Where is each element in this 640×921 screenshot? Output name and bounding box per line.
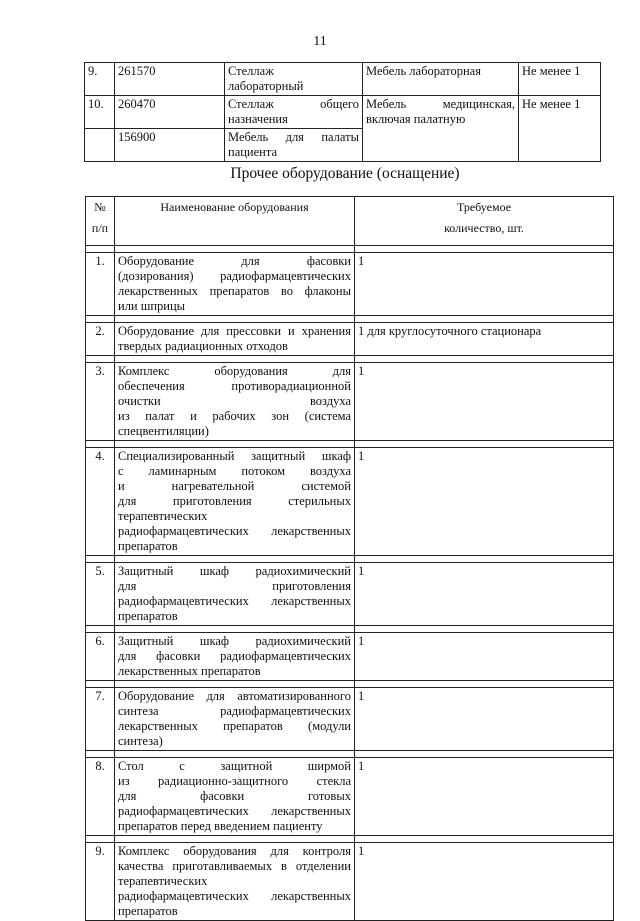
spacer-cell xyxy=(115,836,355,843)
text-line: Мебель лабораторная xyxy=(366,64,481,78)
table-row xyxy=(86,363,614,441)
row-spacer xyxy=(86,626,614,633)
text-line: терапевтических xyxy=(118,874,208,888)
spacer-cell xyxy=(355,356,614,363)
text-line: лабораторный xyxy=(228,79,304,93)
text-line: Стол с защитной ширмой xyxy=(118,759,351,773)
section-title: Прочее оборудование (оснащение) xyxy=(230,165,460,182)
header-quantity-line1: Требуемое xyxy=(456,200,512,214)
header-quantity-line2: количество, шт. xyxy=(444,221,524,235)
spacer-cell xyxy=(115,356,355,363)
text-line: Оборудование для автоматизированного xyxy=(118,689,351,703)
text-line: лекарственных препаратов (модули xyxy=(118,719,351,733)
spacer-cell xyxy=(115,556,355,563)
spacer-cell xyxy=(355,626,614,633)
row-type xyxy=(363,63,519,96)
row-spacer xyxy=(86,836,614,843)
spacer-cell xyxy=(86,441,115,448)
required-quantity: 1 xyxy=(355,448,614,556)
table-row xyxy=(86,758,614,836)
text-line: твердых радиационных отходов xyxy=(118,339,288,353)
table-header-row xyxy=(86,197,614,246)
row-spacer xyxy=(86,246,614,253)
spacer-cell xyxy=(86,681,115,688)
equipment-name xyxy=(115,448,355,556)
spacer-cell xyxy=(86,556,115,563)
continuation-row xyxy=(85,96,601,129)
equipment-name xyxy=(115,563,355,626)
spacer-cell xyxy=(355,681,614,688)
equipment-name xyxy=(115,633,355,681)
row-number: 7. xyxy=(86,688,115,751)
row-number: 6. xyxy=(86,633,115,681)
header-number-line2: п/п xyxy=(91,221,109,235)
text-line: Комплекс оборудования для контроля xyxy=(118,844,351,858)
text-line: радиофармацевтических лекарственных xyxy=(118,524,351,538)
row-number: 9. xyxy=(86,843,115,921)
page-number: 11 xyxy=(313,34,327,49)
equipment-name xyxy=(115,363,355,441)
spacer-cell xyxy=(86,836,115,843)
row-spacer xyxy=(86,316,614,323)
required-quantity: 1 xyxy=(355,363,614,441)
required-quantity: 1 xyxy=(355,843,614,921)
required-quantity: 1 xyxy=(355,563,614,626)
text-line: Оборудование для прессовки и хранения xyxy=(118,324,351,338)
row-number: 8. xyxy=(86,758,115,836)
header-number xyxy=(86,197,115,246)
equipment-name xyxy=(115,843,355,921)
spacer-cell xyxy=(355,556,614,563)
spacer-cell xyxy=(355,441,614,448)
table-row xyxy=(86,843,614,921)
equipment-name xyxy=(115,688,355,751)
row-number: 9. xyxy=(85,63,115,96)
row-spacer xyxy=(86,356,614,363)
text-line: Комплекс оборудования для xyxy=(118,364,351,378)
continuation-row xyxy=(85,63,601,96)
text-line: синтеза радиофармацевтических xyxy=(118,704,351,718)
text-line: очистки воздуха xyxy=(118,394,351,408)
text-line: Мебель для палаты xyxy=(228,130,359,144)
text-line: обеспечения противорадиационной xyxy=(118,379,351,393)
row-quantity: Не менее 1 xyxy=(519,63,601,96)
text-line: или шприцы xyxy=(118,299,186,313)
text-line: для фасовки готовых xyxy=(118,789,351,803)
row-code: 156900 xyxy=(115,129,225,162)
text-line: препаратов перед введением пациенту xyxy=(118,819,323,833)
text-line: для приготовления xyxy=(118,579,351,593)
spacer-cell xyxy=(86,356,115,363)
text-line: радиофармацевтических лекарственных xyxy=(118,594,351,608)
row-number: 4. xyxy=(86,448,115,556)
row-number: 3. xyxy=(86,363,115,441)
spacer-cell xyxy=(355,246,614,253)
text-line: качества приготавливаемых в отделении xyxy=(118,859,351,873)
equipment-table xyxy=(85,196,614,921)
text-line: с ламинарным потоком воздуха xyxy=(118,464,351,478)
row-number: 10. xyxy=(85,96,115,129)
row-name xyxy=(225,129,363,162)
text-line: из палат и рабочих зон (система xyxy=(118,409,351,423)
text-line: включая палатную xyxy=(366,112,466,126)
row-number: 1. xyxy=(86,253,115,316)
text-line: радиофармацевтических лекарственных xyxy=(118,889,351,903)
row-name xyxy=(225,96,363,129)
text-line: препаратов xyxy=(118,904,178,918)
table-row xyxy=(86,633,614,681)
text-line: лекарственных препаратов во флаконы xyxy=(118,284,351,298)
text-line: Специализированный защитный шкаф xyxy=(118,449,351,463)
row-number: 2. xyxy=(86,323,115,356)
table-row xyxy=(86,688,614,751)
text-line: терапевтических xyxy=(118,509,208,523)
spacer-cell xyxy=(115,246,355,253)
row-type xyxy=(363,96,519,162)
required-quantity: 1 xyxy=(355,688,614,751)
required-quantity: 1 xyxy=(355,758,614,836)
text-line: Защитный шкаф радиохимический xyxy=(118,634,351,648)
text-line: Мебель медицинская, xyxy=(366,97,515,111)
spacer-cell xyxy=(355,316,614,323)
spacer-cell xyxy=(115,316,355,323)
required-quantity: 1 xyxy=(355,633,614,681)
spacer-cell xyxy=(86,246,115,253)
text-line: из радиационно-защитного стекла xyxy=(118,774,351,788)
table-row xyxy=(86,323,614,356)
spacer-cell xyxy=(86,751,115,758)
spacer-cell xyxy=(115,751,355,758)
text-line: лекарственных препаратов xyxy=(118,664,261,678)
text-line: спецвентиляции) xyxy=(118,424,209,438)
text-line: для приготовления стерильных xyxy=(118,494,351,508)
header-name: Наименование оборудования xyxy=(115,197,355,246)
text-line: пациента xyxy=(228,145,278,159)
row-number: 5. xyxy=(86,563,115,626)
equipment-name xyxy=(115,758,355,836)
text-line: Стеллаж общего xyxy=(228,97,359,111)
table-row xyxy=(86,563,614,626)
row-spacer xyxy=(86,441,614,448)
required-quantity: 1 xyxy=(355,253,614,316)
text-line: Стеллаж xyxy=(228,64,274,78)
text-line: для фасовки радиофармацевтических xyxy=(118,649,351,663)
spacer-cell xyxy=(115,681,355,688)
table-row xyxy=(86,448,614,556)
text-line: радиофармацевтических лекарственных xyxy=(118,804,351,818)
row-spacer xyxy=(86,751,614,758)
spacer-cell xyxy=(86,316,115,323)
equipment-name xyxy=(115,323,355,356)
row-number xyxy=(85,129,115,162)
spacer-cell xyxy=(115,441,355,448)
text-line: Оборудование для фасовки xyxy=(118,254,351,268)
spacer-cell xyxy=(115,626,355,633)
row-code: 261570 xyxy=(115,63,225,96)
text-line: назначения xyxy=(228,112,288,126)
row-name xyxy=(225,63,363,96)
spacer-cell xyxy=(86,626,115,633)
table-row xyxy=(86,253,614,316)
header-quantity xyxy=(355,197,614,246)
row-spacer xyxy=(86,681,614,688)
row-quantity: Не менее 1 xyxy=(519,96,601,162)
text-line: препаратов xyxy=(118,539,178,553)
spacer-cell xyxy=(355,751,614,758)
text-line: препаратов xyxy=(118,609,178,623)
row-code: 260470 xyxy=(115,96,225,129)
text-line: (дозирования) радиофармацевтических xyxy=(118,269,351,283)
text-line: синтеза) xyxy=(118,734,163,748)
text-line: Защитный шкаф радиохимический xyxy=(118,564,351,578)
row-spacer xyxy=(86,556,614,563)
text-line: и нагревательной системой xyxy=(118,479,351,493)
header-number-line1: № xyxy=(94,200,106,214)
required-quantity: 1 для круглосуточного стационара xyxy=(355,323,614,356)
continuation-table xyxy=(84,62,601,162)
equipment-name xyxy=(115,253,355,316)
spacer-cell xyxy=(355,836,614,843)
